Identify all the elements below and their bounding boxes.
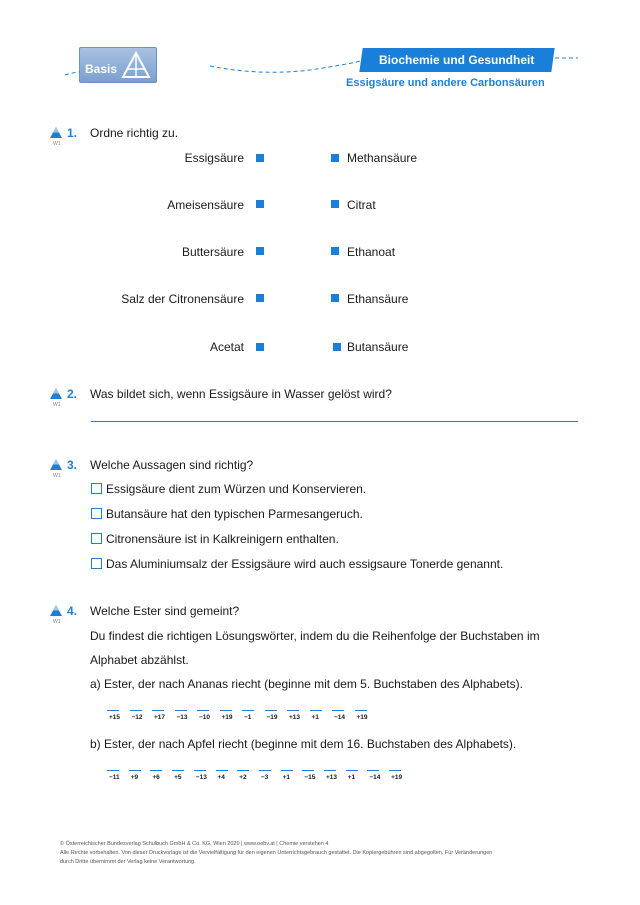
part-a-text: a) Ester, der nach Ananas riecht (beginne mit dem 5. Buchstaben des Alphabets).: [90, 677, 523, 691]
match-left-dot[interactable]: [256, 294, 264, 302]
letter-blank[interactable]: [346, 770, 358, 771]
letter-blank[interactable]: [220, 710, 232, 711]
footer-rights: Alle Rechte vorbehalten. Von dieser Druckvorlage ist die Vervielfältigung für den eigenen Unterrichtsgebrauch gestattet. Die Kopiergebühren sind abgegolten. Für Veränderungen: [60, 850, 493, 856]
level-label: W1: [53, 402, 61, 408]
letter-blank[interactable]: [194, 770, 206, 771]
letter-blank[interactable]: [302, 770, 314, 771]
match-left-dot[interactable]: [256, 200, 264, 208]
match-left-item: Buttersäure: [181, 245, 244, 259]
shift-number: +1: [347, 774, 356, 781]
match-right-dot[interactable]: [331, 154, 339, 162]
letter-blank[interactable]: [216, 770, 228, 771]
footer-disclaimer: durch Dritte übernimmt der Verlag keine Verantwortung.: [60, 859, 196, 865]
basis-logo: [79, 47, 157, 83]
question-text: Welche Ester sind gemeint?: [90, 604, 240, 618]
match-left-item: Essigsäure: [184, 151, 244, 165]
match-right-dot[interactable]: [331, 294, 339, 302]
subtopic-title: Essigsäure und andere Carbonsäuren: [346, 77, 545, 89]
letter-blank[interactable]: [107, 770, 119, 771]
letter-blank[interactable]: [150, 770, 162, 771]
shift-number: +4: [217, 774, 225, 781]
level-pyramid-icon: [49, 387, 63, 401]
shift-number: −12: [131, 714, 143, 721]
letter-blank[interactable]: [130, 710, 142, 711]
match-right-dot[interactable]: [331, 200, 339, 208]
letter-blank[interactable]: [107, 710, 119, 711]
level-pyramid-icon: [49, 604, 63, 618]
shift-number: +19: [221, 714, 233, 721]
shift-number: −3: [260, 774, 269, 781]
option-text: Essigsäure dient zum Würzen und Konservieren.: [106, 482, 367, 496]
shift-number: +2: [239, 774, 247, 781]
shift-number: −15: [304, 774, 316, 781]
letter-blank[interactable]: [287, 710, 299, 711]
answer-checkbox[interactable]: [91, 558, 102, 569]
match-left-dot[interactable]: [256, 154, 264, 162]
question-text: Was bildet sich, wenn Essigsäure in Wasser gelöst wird?: [90, 387, 392, 401]
match-right-item: Ethanoat: [347, 245, 396, 259]
letter-blank[interactable]: [175, 710, 187, 711]
question-number: 4.: [67, 604, 78, 618]
shift-number: −13: [195, 774, 207, 781]
level-label: W1: [53, 473, 61, 479]
letter-blank[interactable]: [281, 770, 293, 771]
question-number: 2.: [67, 387, 78, 401]
match-left-dot[interactable]: [256, 343, 264, 351]
letter-blank[interactable]: [332, 710, 344, 711]
shift-number: +9: [130, 774, 139, 781]
letter-blank[interactable]: [265, 710, 277, 711]
level-pyramid-icon: [49, 458, 63, 472]
shift-number: +19: [391, 774, 403, 781]
match-right-dot[interactable]: [333, 343, 341, 351]
option-text: Das Aluminiumsalz der Essigsäure wird auch essigsaure Tonerde genannt.: [106, 557, 504, 571]
match-left-item: Ameisensäure: [167, 198, 244, 212]
shift-number: −14: [334, 714, 346, 721]
question-text: Welche Aussagen sind richtig?: [90, 458, 254, 472]
question-number: 3.: [67, 458, 78, 472]
shift-number: −14: [369, 774, 381, 781]
shift-number: −10: [199, 714, 211, 721]
part-b-text: b) Ester, der nach Apfel riecht (beginne mit dem 16. Buchstaben des Alphabets).: [90, 737, 517, 751]
shift-number: −13: [176, 714, 188, 721]
level-label: W1: [53, 141, 61, 147]
letter-blank[interactable]: [324, 770, 336, 771]
letter-blank[interactable]: [129, 770, 141, 771]
footer-copyright: © Österreichischer Bundesverlag Schulbuch GmbH & Co. KG, Wien 2020 | www.oebv.at | Chemie verstehen 4: [60, 841, 329, 847]
letter-blank[interactable]: [237, 770, 249, 771]
match-right-item: Citrat: [347, 198, 376, 212]
letter-blank[interactable]: [355, 710, 367, 711]
pyramid-icon: [121, 51, 151, 79]
topic-banner: [359, 48, 554, 72]
shift-number: +15: [109, 714, 121, 721]
shift-number: +1: [282, 774, 291, 781]
shift-number: −1: [244, 714, 252, 721]
answer-line[interactable]: [91, 421, 578, 422]
shift-number: +13: [289, 714, 301, 721]
answer-checkbox[interactable]: [91, 483, 102, 494]
letter-blank[interactable]: [259, 770, 271, 771]
option-text: Butansäure hat den typischen Parmesangeruch.: [106, 507, 363, 521]
letter-blank[interactable]: [152, 710, 164, 711]
level-pyramid-icon: [49, 126, 63, 140]
match-right-item: Methansäure: [347, 151, 418, 165]
shift-number: +1: [311, 714, 319, 721]
instruction-text: Du findest die richtigen Lösungswörter, indem du die Reihenfolge der Buchstaben im: [90, 629, 540, 643]
letter-blank[interactable]: [389, 770, 401, 771]
shift-number: +17: [154, 714, 166, 721]
answer-checkbox[interactable]: [91, 533, 102, 544]
letter-blank[interactable]: [197, 710, 209, 711]
letter-blank[interactable]: [367, 770, 379, 771]
match-left-item: Acetat: [209, 340, 244, 354]
question-text: Ordne richtig zu.: [90, 126, 179, 140]
shift-number: +19: [356, 714, 368, 721]
match-right-item: Ethansäure: [347, 292, 409, 306]
option-text: Citronensäure ist in Kalkreinigern enthalten.: [106, 532, 339, 546]
match-right-dot[interactable]: [331, 247, 339, 255]
topic-title: Biochemie und Gesundheit: [379, 53, 535, 67]
match-left-item: Salz der Citronensäure: [121, 292, 244, 306]
shift-number: −19: [266, 714, 278, 721]
shift-number: +5: [174, 774, 182, 781]
shift-number: +6: [152, 774, 160, 781]
letter-blank[interactable]: [242, 710, 254, 711]
basis-logo-text: Basis: [85, 62, 118, 76]
question-number: 1.: [67, 126, 78, 140]
shift-number: −11: [109, 774, 120, 781]
instruction-text: Alphabet abzählst.: [90, 653, 189, 667]
shift-number: +13: [326, 774, 338, 781]
letter-blank[interactable]: [310, 710, 322, 711]
letter-blank[interactable]: [172, 770, 184, 771]
match-right-item: Butansäure: [347, 340, 409, 354]
match-left-dot[interactable]: [256, 247, 264, 255]
level-label: W1: [53, 619, 61, 625]
answer-checkbox[interactable]: [91, 508, 102, 519]
